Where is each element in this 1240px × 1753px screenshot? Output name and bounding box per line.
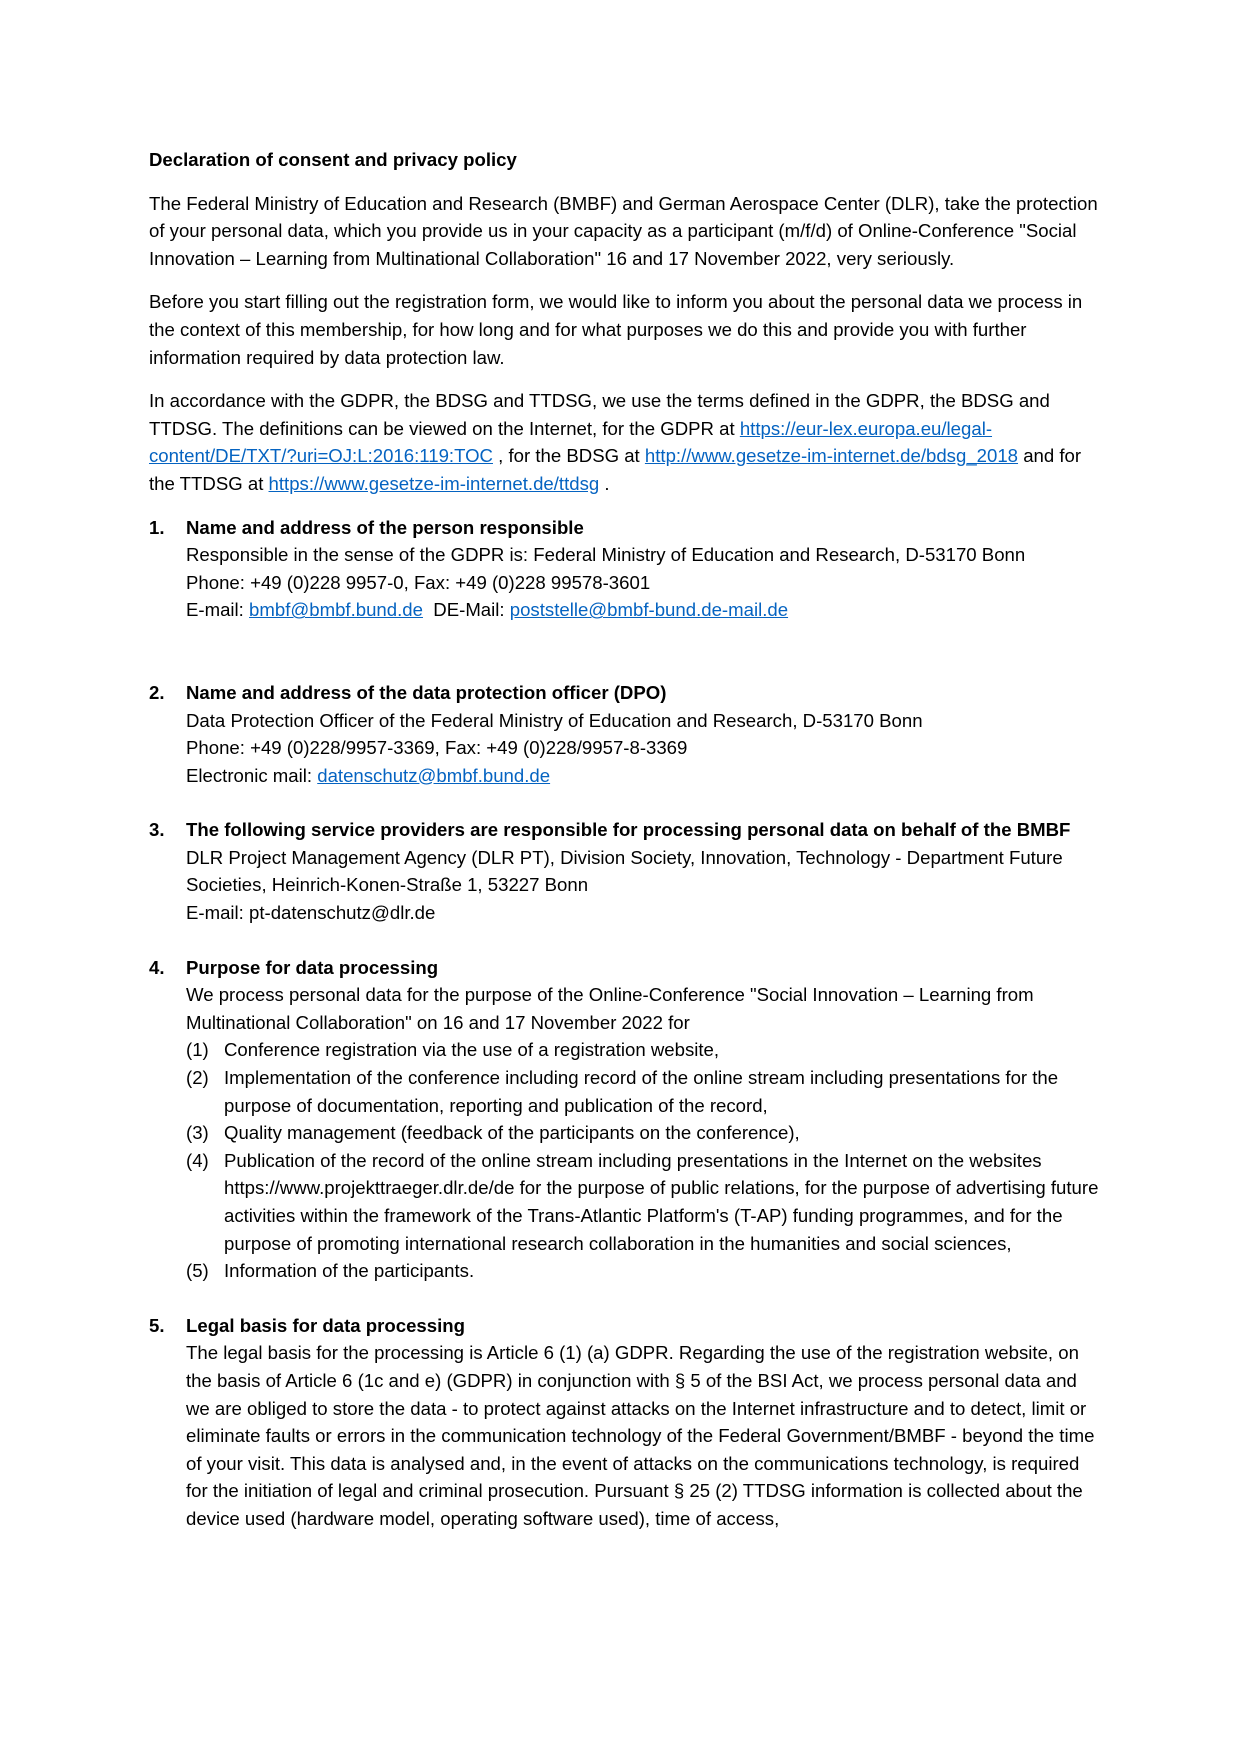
text: , for the BDSG at xyxy=(492,445,645,467)
intro-paragraph-1: The Federal Ministry of Education and Research (BMBF) and German Aerospace Center (DLR), take the protection of your personal data, which you provide us in your capacity as a participant (m/f/d) of Online-Conference "Social Innovation – Learning from Multinational Collaboration" 16 and 17 November 2022, very seriously. xyxy=(149,192,1098,269)
list-item-text: Implementation of the conference including record of the online stream including presentations for the purpose of documentation, reporting and publication of the record, xyxy=(224,1067,1059,1116)
section-5 xyxy=(149,1312,1099,1533)
purpose-list xyxy=(186,1036,1099,1284)
ttdsg-link[interactable]: https://www.gesetze-im-internet.de/ttdsg xyxy=(268,472,600,494)
section-heading: Legal basis for data processing xyxy=(186,1314,465,1336)
section-line: Phone: +49 (0)228/9957-3369, Fax: +49 (0)228/9957-8-3369 xyxy=(186,737,688,759)
spacer xyxy=(149,927,1099,954)
section-1 xyxy=(149,514,1099,624)
list-item-text: Information of the participants. xyxy=(224,1260,475,1282)
contact-line xyxy=(186,596,1099,624)
list-item-number: (1) xyxy=(186,1039,209,1061)
section-line: Data Protection Officer of the Federal Ministry of Education and Research, D-53170 Bonn xyxy=(186,709,923,731)
text: and for the TTDSG at xyxy=(149,445,1082,494)
spacer xyxy=(149,624,1099,679)
section-heading: Name and address of the data protection officer (DPO) xyxy=(186,681,667,703)
list-item-text: Quality management (feedback of the participants on the conference), xyxy=(224,1122,800,1144)
list-item xyxy=(186,1036,1099,1064)
text: . xyxy=(599,472,610,494)
spacer xyxy=(149,789,1099,816)
email-label: E-mail: xyxy=(186,599,250,621)
list-item xyxy=(186,1064,1099,1119)
email-label: Electronic mail: xyxy=(186,764,318,786)
section-3 xyxy=(149,816,1099,926)
section-intro: We process personal data for the purpose of the Online-Conference "Social Innovation – Learning from Multinational Collaboration" on 16 and 17 November 2022 for xyxy=(186,984,1034,1033)
list-item xyxy=(186,1147,1099,1257)
dpo-email-link[interactable]: datenschutz@bmbf.bund.de xyxy=(317,764,551,786)
section-number: 4. xyxy=(149,956,165,978)
list-item xyxy=(186,1257,1099,1285)
section-body: The legal basis for the processing is Article 6 (1) (a) GDPR. Regarding the use of the registration website, on the basis of Article 6 (1c and e) (GDPR) in conjunction with § 5 of the BSI Act, we process personal data and we are obliged to store the data - to protect against attacks on the Internet infrastructure and to detect, limit or eliminate faults or errors in the communication technology of the Federal Government/BMBF - beyond the time of your visit. This data is analysed and, in the event of attacks on the communications technology, is required for the initiation of legal and criminal prosecution. Pursuant § 25 (2) TTDSG information is collected about the device used (hardware model, operating software used), time of access, xyxy=(186,1342,1095,1529)
section-heading: Name and address of the person responsible xyxy=(186,516,584,538)
list-item-number: (2) xyxy=(186,1067,209,1089)
list-item xyxy=(186,1119,1099,1147)
document-title: Declaration of consent and privacy policy xyxy=(149,149,517,170)
intro-paragraph-3 xyxy=(149,387,1099,497)
spacer xyxy=(149,1285,1099,1312)
list-item-number: (5) xyxy=(186,1260,209,1282)
document-page xyxy=(149,146,1099,1533)
intro-paragraph-2: Before you start filling out the registration form, we would like to inform you about the personal data we process in the context of this membership, for how long and for what purposes we do this and provide you with further information required by data protection law. xyxy=(149,291,1083,368)
demail-link[interactable]: poststelle@bmbf-bund.de-mail.de xyxy=(509,599,789,621)
list-item-text: Publication of the record of the online stream including presentations in the Internet on the websites https://www.projekttraeger.dlr.de/de for the purpose of public relations, for the purpose of advertising future activities within the framework of the Trans-Atlantic Platform's (T-AP) funding programmes, and for the purpose of promoting international research collaboration in the humanities and social sciences, xyxy=(224,1149,1099,1254)
section-number: 2. xyxy=(149,681,165,703)
section-number: 1. xyxy=(149,516,165,538)
section-2 xyxy=(149,679,1099,789)
list-item-number: (3) xyxy=(186,1122,209,1144)
text: In accordance with the GDPR, the BDSG and TTDSG, we use the terms defined in the GDPR, the BDSG and TTDSG. The definitions can be viewed on the Internet, for the GDPR at xyxy=(149,390,1050,439)
section-line: Phone: +49 (0)228 9957-0, Fax: +49 (0)228 99578-3601 xyxy=(186,571,651,593)
section-number: 3. xyxy=(149,819,165,841)
list-item-text: Conference registration via the use of a registration website, xyxy=(224,1039,720,1061)
demail-label: DE-Mail: xyxy=(422,599,510,621)
section-heading: The following service providers are responsible for processing personal data on behalf of the BMBF xyxy=(186,819,1071,841)
section-heading: Purpose for data processing xyxy=(186,956,439,978)
contact-line xyxy=(186,762,1099,790)
section-number: 5. xyxy=(149,1314,165,1336)
section-line: DLR Project Management Agency (DLR PT), Division Society, Innovation, Technology - Department Future Societies, Heinrich-Konen-Straße 1, 53227 Bonn xyxy=(186,846,1063,896)
bmbf-email-link[interactable]: bmbf@bmbf.bund.de xyxy=(249,599,423,621)
section-4 xyxy=(149,954,1099,1285)
bdsg-link[interactable]: http://www.gesetze-im-internet.de/bdsg_2018 xyxy=(644,445,1019,467)
list-item-number: (4) xyxy=(186,1149,209,1171)
section-line: E-mail: pt-datenschutz@dlr.de xyxy=(186,902,436,924)
section-line: Responsible in the sense of the GDPR is: Federal Ministry of Education and Research, D-53170 Bonn xyxy=(186,544,1026,566)
gdpr-link[interactable]: https://eur-lex.europa.eu/legal-content/DE/TXT/?uri=OJ:L:2016:119:TOC xyxy=(149,417,993,467)
